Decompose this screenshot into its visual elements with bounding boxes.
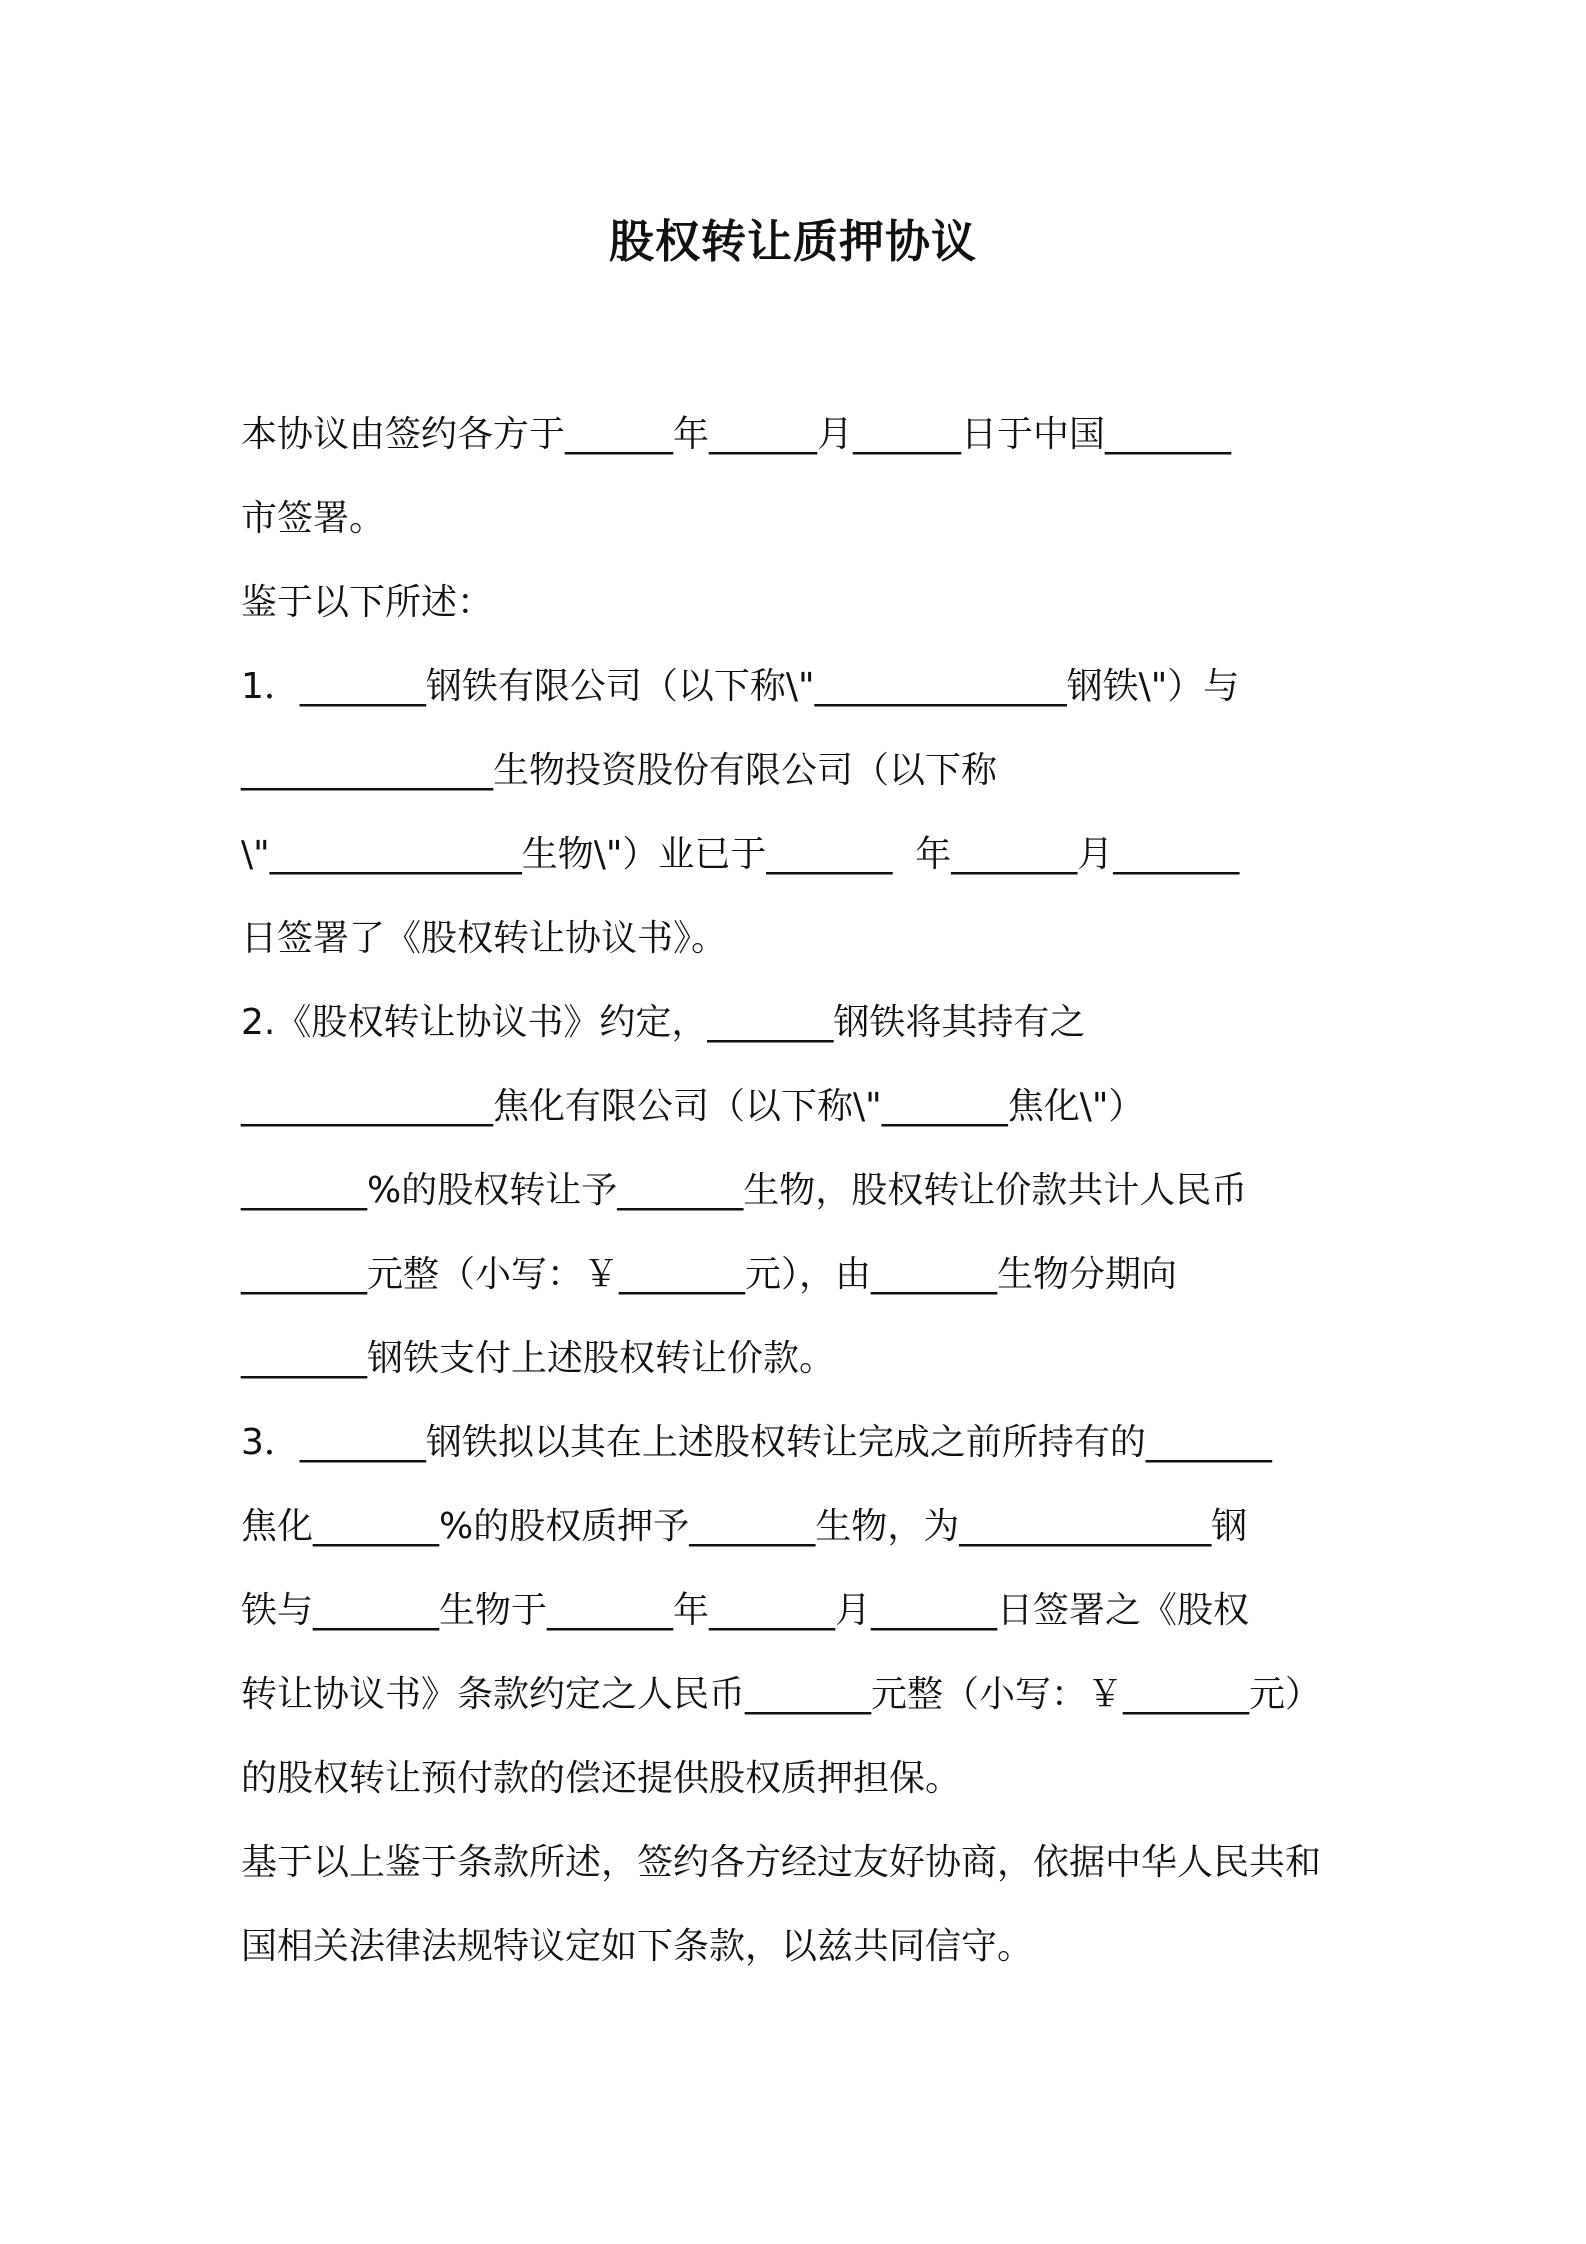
clause-3-line-5: 的股权转让预付款的偿还提供股权质押担保。: [241, 1758, 962, 1799]
clause-2-line-3: _______%的股权转让予_______生物，股权转让价款共计人民币: [241, 1170, 1248, 1211]
clause-1-line-2: ______________生物投资股份有限公司（以下称: [241, 750, 998, 791]
clause-2-line-1: 2.《股权转让协议书》约定，_______钢铁将其持有之: [241, 1002, 1086, 1043]
clause-3-line-1: 3．_______钢铁拟以其在上述股权转让完成之前所持有的_______: [241, 1422, 1272, 1463]
closing-line-1: 基于以上鉴于条款所述，签约各方经过友好协商，依据中华人民共和: [241, 1842, 1322, 1883]
clause-3-line-3: 铁与_______生物于_______年_______月_______日签署之《股权: [241, 1590, 1250, 1631]
document-title: 股权转让质押协议: [608, 215, 977, 268]
clause-2-line-5: _______钢铁支付上述股权转让价款。: [241, 1338, 836, 1379]
clause-3-line-4: 转让协议书》条款约定之人民币_______元整（小写：￥_______元）: [241, 1674, 1322, 1715]
clause-1-line-4: 日签署了《股权转让协议书》。: [241, 918, 728, 959]
recitals-heading: 鉴于以下所述：: [241, 582, 494, 623]
clause-2-line-2: ______________焦化有限公司（以下称\"_______焦化\"）: [241, 1086, 1145, 1127]
clause-2-line-4: _______元整（小写：￥_______元），由_______生物分期向: [241, 1254, 1178, 1295]
clause-3-line-2: 焦化_______%的股权质押予_______生物，为______________钢: [241, 1506, 1248, 1547]
clause-1-line-1: 1．_______钢铁有限公司（以下称\"______________钢铁\"）与: [241, 666, 1240, 707]
clause-1-line-3: \"______________生物\"）业已于_______ 年_______月_______: [241, 834, 1240, 875]
intro-line-2: 市签署。: [241, 498, 386, 539]
intro-line-1: 本协议由签约各方于______年______月______日于中国_______: [241, 414, 1232, 455]
closing-line-2: 国相关法律法规特议定如下条款，以兹共同信守。: [241, 1926, 1034, 1967]
